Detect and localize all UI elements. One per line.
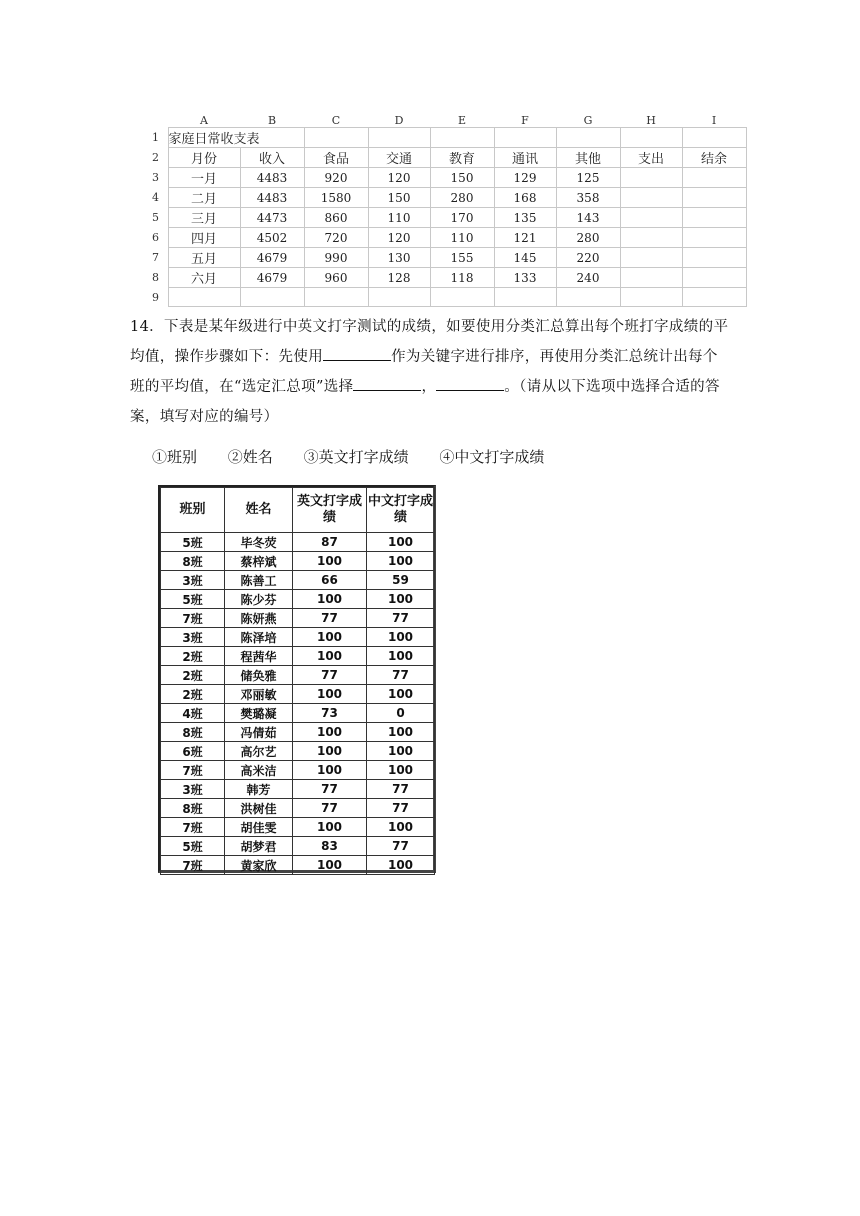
scores-cell: 100 — [367, 856, 435, 875]
sheet-cell: 220 — [556, 248, 620, 268]
scores-cell: 洪树佳 — [225, 799, 293, 818]
sheet-row — [150, 128, 746, 148]
scores-cell: 6班 — [161, 742, 225, 761]
typing-scores-table — [158, 485, 436, 873]
scores-cell: 陈妍燕 — [225, 609, 293, 628]
scores-cell: 陈泽培 — [225, 628, 293, 647]
sheet-cell — [240, 288, 304, 307]
sheet-cell — [682, 168, 746, 188]
sheet-header-cell: 支出 — [620, 148, 682, 168]
sheet-cell: 990 — [304, 248, 368, 268]
sheet-header-cell: 其他 — [556, 148, 620, 168]
sheet-row — [150, 208, 746, 228]
sheet-title-cell: 家庭日常收支表 — [168, 128, 240, 148]
sheet-cell — [682, 208, 746, 228]
row-number: 1 — [152, 131, 159, 144]
table-row — [161, 628, 435, 647]
sheet-row — [150, 268, 746, 288]
scores-cell: 100 — [367, 685, 435, 704]
sheet-cell: 143 — [556, 208, 620, 228]
sheet-header-cell: 通讯 — [494, 148, 556, 168]
table-row — [161, 799, 435, 818]
option-4: ④中文打字成绩 — [439, 448, 545, 466]
question-14 — [130, 312, 730, 432]
question-text-part3: ， — [421, 379, 437, 395]
scores-cell: 100 — [367, 742, 435, 761]
scores-cell: 2班 — [161, 685, 225, 704]
scores-cell: 100 — [367, 628, 435, 647]
answer-blank-3[interactable] — [436, 374, 504, 391]
column-header: F — [521, 113, 529, 127]
sheet-cell: 六月 — [168, 268, 240, 288]
sheet-cell: 五月 — [168, 248, 240, 268]
column-header: I — [711, 113, 717, 127]
scores-cell: 5班 — [161, 837, 225, 856]
sheet-row — [150, 168, 746, 188]
sheet-cell: 110 — [368, 208, 430, 228]
row-number: 8 — [152, 271, 159, 284]
question-text-part2: 作为关键字进行排序，再使用分类汇总统计出每个班的平均值，在“选定汇总项”选择 — [130, 349, 718, 395]
sheet-cell — [368, 288, 430, 307]
row-number: 2 — [152, 151, 159, 164]
sheet-cell — [620, 188, 682, 208]
scores-cell: 77 — [367, 780, 435, 799]
sheet-header-cell: 教育 — [430, 148, 494, 168]
sheet-cell: 二月 — [168, 188, 240, 208]
scores-header-cell: 中文打字成绩 — [367, 488, 435, 533]
sheet-cell: 4483 — [240, 188, 304, 208]
scores-cell: 100 — [367, 533, 435, 552]
sheet-cell: 168 — [494, 188, 556, 208]
sheet-cell: 155 — [430, 248, 494, 268]
sheet-cell: 120 — [368, 168, 430, 188]
table-row — [161, 647, 435, 666]
sheet-cell — [682, 188, 746, 208]
scores-cell: 83 — [293, 837, 367, 856]
sheet-cell: 1580 — [304, 188, 368, 208]
sheet-cell — [368, 128, 430, 148]
sheet-cell: 860 — [304, 208, 368, 228]
scores-cell: 87 — [293, 533, 367, 552]
sheet-cell — [494, 128, 556, 148]
sheet-cell — [620, 228, 682, 248]
scores-header-cell: 英文打字成绩 — [293, 488, 367, 533]
scores-cell: 100 — [293, 647, 367, 666]
sheet-cell — [304, 128, 368, 148]
scores-cell: 100 — [367, 818, 435, 837]
scores-cell: 8班 — [161, 552, 225, 571]
scores-cell: 7班 — [161, 609, 225, 628]
scores-cell: 4班 — [161, 704, 225, 723]
scores-cell: 77 — [293, 780, 367, 799]
sheet-row — [150, 248, 746, 268]
sheet-cell — [430, 128, 494, 148]
sheet-cell: 4679 — [240, 268, 304, 288]
scores-cell: 77 — [367, 837, 435, 856]
scores-cell: 陈善工 — [225, 571, 293, 590]
scores-cell: 77 — [293, 799, 367, 818]
question-text-part1: 下表是某年级进行中英文打字测试的成绩，如要使用分类汇总算出每个班打字成绩的平均值，操作步骤如下：先使用 — [130, 319, 729, 365]
sheet-cell — [620, 268, 682, 288]
scores-cell: 100 — [293, 742, 367, 761]
scores-cell: 0 — [367, 704, 435, 723]
table-row — [161, 704, 435, 723]
sheet-cell — [682, 248, 746, 268]
table-row — [161, 666, 435, 685]
scores-cell: 100 — [293, 761, 367, 780]
scores-cell: 7班 — [161, 856, 225, 875]
sheet-cell: 150 — [430, 168, 494, 188]
sheet-cell — [556, 288, 620, 307]
answer-blank-1[interactable] — [323, 344, 391, 361]
sheet-cell: 118 — [430, 268, 494, 288]
option-1: ①班别 — [152, 448, 198, 466]
sheet-cell — [430, 288, 494, 307]
row-number: 3 — [152, 171, 159, 184]
sheet-cell — [682, 228, 746, 248]
scores-cell: 2班 — [161, 666, 225, 685]
sheet-cell: 135 — [494, 208, 556, 228]
table-row — [161, 742, 435, 761]
sheet-cell: 280 — [556, 228, 620, 248]
scores-cell: 73 — [293, 704, 367, 723]
scores-cell: 樊璐凝 — [225, 704, 293, 723]
scores-cell: 3班 — [161, 780, 225, 799]
table-row — [161, 837, 435, 856]
row-number: 9 — [152, 290, 159, 304]
table-row — [161, 780, 435, 799]
scores-cell: 100 — [293, 590, 367, 609]
sheet-cell: 129 — [494, 168, 556, 188]
sheet-cell: 720 — [304, 228, 368, 248]
sheet-row — [150, 188, 746, 208]
scores-cell: 77 — [367, 666, 435, 685]
scores-cell: 77 — [367, 609, 435, 628]
scores-cell: 韩芳 — [225, 780, 293, 799]
scores-cell: 8班 — [161, 799, 225, 818]
table-row — [161, 685, 435, 704]
scores-cell: 黄家欣 — [225, 856, 293, 875]
column-header: D — [394, 113, 404, 127]
scores-cell: 7班 — [161, 818, 225, 837]
sheet-cell — [620, 128, 682, 148]
sheet-cell — [620, 168, 682, 188]
row-number: 5 — [152, 211, 159, 224]
spreadsheet-grid — [150, 113, 747, 307]
scores-cell: 高尔艺 — [225, 742, 293, 761]
sheet-cell: 125 — [556, 168, 620, 188]
scores-cell: 冯倩茹 — [225, 723, 293, 742]
sheet-cell: 130 — [368, 248, 430, 268]
table-row — [161, 818, 435, 837]
scores-cell: 77 — [293, 609, 367, 628]
column-header: H — [646, 113, 656, 127]
sheet-cell — [168, 288, 240, 307]
scores-cell: 100 — [367, 590, 435, 609]
scores-cell: 程茜华 — [225, 647, 293, 666]
scores-cell: 储奂雅 — [225, 666, 293, 685]
sheet-cell — [620, 248, 682, 268]
sheet-row — [150, 228, 746, 248]
sheet-cell — [682, 128, 746, 148]
scores-cell: 100 — [293, 856, 367, 875]
scores-cell: 100 — [367, 761, 435, 780]
table-row — [161, 609, 435, 628]
sheet-header-cell: 收入 — [240, 148, 304, 168]
question-number: 14． — [130, 319, 165, 335]
sheet-row — [150, 148, 746, 168]
scores-cell: 66 — [293, 571, 367, 590]
question-text-part4: 。（请从以下选项中选择合适的答案，填写对应的编号） — [130, 379, 720, 425]
sheet-cell: 4483 — [240, 168, 304, 188]
column-header: G — [583, 113, 593, 127]
scores-cell: 100 — [293, 723, 367, 742]
scores-cell: 3班 — [161, 628, 225, 647]
sheet-cell: 133 — [494, 268, 556, 288]
table-row — [161, 533, 435, 552]
sheet-cell: 128 — [368, 268, 430, 288]
scores-cell: 59 — [367, 571, 435, 590]
answer-blank-2[interactable] — [353, 374, 421, 391]
scores-cell: 胡佳雯 — [225, 818, 293, 837]
sheet-row — [150, 288, 746, 307]
scores-cell: 毕冬荧 — [225, 533, 293, 552]
sheet-cell: 110 — [430, 228, 494, 248]
scores-cell: 100 — [367, 647, 435, 666]
scores-cell: 陈少芬 — [225, 590, 293, 609]
sheet-header-cell: 交通 — [368, 148, 430, 168]
sheet-cell: 150 — [368, 188, 430, 208]
scores-cell: 7班 — [161, 761, 225, 780]
table-row — [161, 723, 435, 742]
corner-cell — [150, 113, 168, 128]
column-header: E — [457, 113, 467, 127]
table-row — [161, 590, 435, 609]
scores-cell: 77 — [293, 666, 367, 685]
scores-header-cell: 姓名 — [225, 488, 293, 533]
table-row — [161, 571, 435, 590]
row-number: 6 — [152, 231, 159, 244]
scores-header-cell: 班别 — [161, 488, 225, 533]
sheet-cell: 358 — [556, 188, 620, 208]
sheet-cell: 145 — [494, 248, 556, 268]
column-header: C — [331, 113, 341, 127]
scores-cell: 8班 — [161, 723, 225, 742]
scores-cell: 2班 — [161, 647, 225, 666]
scores-cell: 100 — [293, 628, 367, 647]
sheet-cell — [682, 288, 746, 307]
scores-cell: 100 — [293, 818, 367, 837]
sheet-cell: 240 — [556, 268, 620, 288]
scores-cell: 100 — [293, 552, 367, 571]
option-3: ③英文打字成绩 — [303, 448, 409, 466]
scores-cell: 胡梦君 — [225, 837, 293, 856]
sheet-cell — [556, 128, 620, 148]
sheet-cell: 120 — [368, 228, 430, 248]
scores-cell: 5班 — [161, 533, 225, 552]
answer-options — [152, 446, 570, 467]
sheet-cell — [682, 268, 746, 288]
sheet-cell — [494, 288, 556, 307]
sheet-cell — [620, 208, 682, 228]
sheet-cell: 4679 — [240, 248, 304, 268]
sheet-cell: 一月 — [168, 168, 240, 188]
sheet-cell — [304, 288, 368, 307]
sheet-cell: 960 — [304, 268, 368, 288]
scores-cell: 3班 — [161, 571, 225, 590]
sheet-cell: 121 — [494, 228, 556, 248]
scores-grid — [160, 487, 435, 875]
sheet-cell: 四月 — [168, 228, 240, 248]
scores-cell: 5班 — [161, 590, 225, 609]
sheet-cell: 280 — [430, 188, 494, 208]
sheet-cell: 920 — [304, 168, 368, 188]
row-number: 4 — [152, 191, 159, 204]
sheet-cell: 170 — [430, 208, 494, 228]
sheet-cell — [620, 288, 682, 307]
scores-cell: 100 — [367, 552, 435, 571]
option-2: ②姓名 — [227, 448, 273, 466]
sheet-header-cell: 月份 — [168, 148, 240, 168]
scores-cell: 邓丽敏 — [225, 685, 293, 704]
scores-cell: 高米洁 — [225, 761, 293, 780]
household-budget-spreadsheet — [150, 113, 746, 304]
column-header-row — [150, 113, 746, 128]
sheet-cell: 4502 — [240, 228, 304, 248]
scores-cell: 100 — [367, 723, 435, 742]
scores-cell: 77 — [367, 799, 435, 818]
table-row — [161, 761, 435, 780]
sheet-header-cell: 结余 — [682, 148, 746, 168]
scores-cell: 蔡梓斌 — [225, 552, 293, 571]
table-row — [161, 856, 435, 875]
column-header: B — [267, 113, 277, 127]
column-header: A — [200, 113, 208, 127]
scores-cell: 100 — [293, 685, 367, 704]
scores-header-row — [161, 488, 435, 533]
sheet-cell: 三月 — [168, 208, 240, 228]
sheet-header-cell: 食品 — [304, 148, 368, 168]
row-number: 7 — [152, 251, 159, 264]
table-row — [161, 552, 435, 571]
sheet-cell: 4473 — [240, 208, 304, 228]
